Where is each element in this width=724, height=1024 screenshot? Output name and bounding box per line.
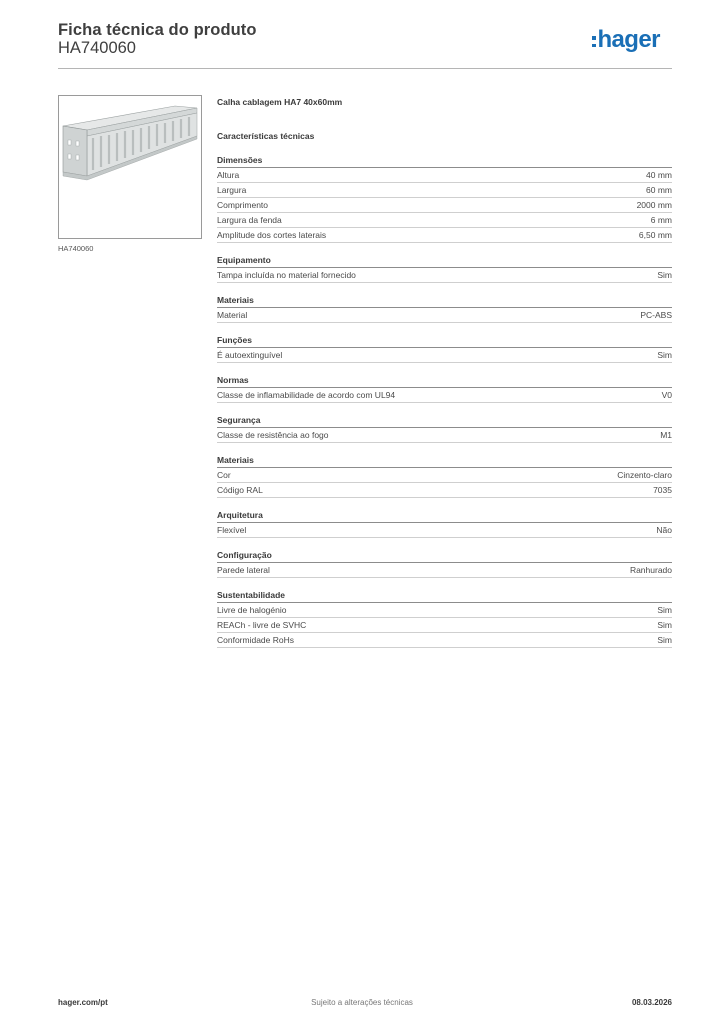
spec-label: Comprimento — [217, 200, 269, 210]
spec-row — [217, 483, 672, 498]
footer-disclaimer: Sujeito a alterações técnicas — [311, 998, 413, 1007]
spec-row — [217, 633, 672, 648]
spec-value: Sim — [657, 605, 672, 615]
spec-row — [217, 168, 672, 183]
spec-group-title: Dimensões — [217, 153, 672, 168]
product-image-caption: HA740060 — [58, 244, 94, 253]
spec-group-title: Funções — [217, 333, 672, 348]
specs-heading: Características técnicas — [217, 131, 315, 141]
spec-group — [217, 548, 672, 578]
header-divider — [58, 68, 672, 69]
spec-row — [217, 198, 672, 213]
technical-specs — [217, 153, 672, 658]
spec-value: Sim — [657, 620, 672, 630]
spec-group-title: Arquitetura — [217, 508, 672, 523]
spec-group — [217, 588, 672, 648]
spec-group — [217, 253, 672, 283]
spec-row — [217, 618, 672, 633]
spec-row — [217, 348, 672, 363]
spec-label: Livre de halogénio — [217, 605, 287, 615]
spec-label: REACh - livre de SVHC — [217, 620, 307, 630]
spec-value: V0 — [661, 390, 672, 400]
spec-label: É autoextinguível — [217, 350, 283, 360]
spec-row — [217, 523, 672, 538]
spec-group-title: Configuração — [217, 548, 672, 563]
spec-label: Altura — [217, 170, 240, 180]
spec-value: 60 mm — [646, 185, 672, 195]
spec-value: PC-ABS — [640, 310, 672, 320]
spec-value: Sim — [657, 350, 672, 360]
spec-value: M1 — [660, 430, 672, 440]
cable-trunking-illustration-icon — [59, 96, 201, 238]
spec-group — [217, 373, 672, 403]
spec-value: 6 mm — [650, 215, 672, 225]
spec-label: Largura — [217, 185, 247, 195]
spec-label: Tampa incluída no material fornecido — [217, 270, 356, 280]
footer-date: 08.03.2026 — [631, 998, 672, 1007]
spec-row — [217, 388, 672, 403]
spec-row — [217, 268, 672, 283]
page-title: Ficha técnica do produto — [58, 21, 257, 39]
spec-row — [217, 213, 672, 228]
spec-row — [217, 428, 672, 443]
spec-group-title: Equipamento — [217, 253, 672, 268]
spec-label: Cor — [217, 470, 231, 480]
spec-value: Cinzento-claro — [617, 470, 672, 480]
spec-group-title: Materiais — [217, 453, 672, 468]
spec-label: Largura da fenda — [217, 215, 282, 225]
spec-group-title: Normas — [217, 373, 672, 388]
spec-label: Parede lateral — [217, 565, 270, 575]
spec-value: Não — [656, 525, 672, 535]
spec-label: Amplitude dos cortes laterais — [217, 230, 327, 240]
spec-group — [217, 153, 672, 243]
spec-label: Código RAL — [217, 485, 263, 495]
spec-value: 40 mm — [646, 170, 672, 180]
spec-row — [217, 468, 672, 483]
spec-row — [217, 183, 672, 198]
hager-logo — [592, 28, 660, 52]
spec-row — [217, 603, 672, 618]
spec-value: 2000 mm — [636, 200, 672, 210]
spec-label: Conformidade RoHs — [217, 635, 295, 645]
spec-label: Flexível — [217, 525, 247, 535]
spec-row — [217, 563, 672, 578]
product-code: HA740060 — [58, 39, 136, 57]
spec-group-title: Materiais — [217, 293, 672, 308]
footer-website: hager.com/pt — [58, 998, 108, 1007]
spec-group — [217, 333, 672, 363]
spec-label: Material — [217, 310, 248, 320]
spec-value: 6,50 mm — [638, 230, 672, 240]
product-name: Calha cablagem HA7 40x60mm — [217, 97, 343, 107]
product-image — [58, 95, 202, 239]
spec-group-title: Segurança — [217, 413, 672, 428]
spec-value: Sim — [657, 270, 672, 280]
spec-row — [217, 308, 672, 323]
spec-value: Ranhurado — [629, 565, 672, 575]
spec-group — [217, 453, 672, 498]
spec-group — [217, 508, 672, 538]
spec-value: 7035 — [653, 485, 672, 495]
spec-group — [217, 293, 672, 323]
spec-group — [217, 413, 672, 443]
logo-wordmark: hager — [597, 26, 660, 53]
logo-dots-icon — [592, 36, 596, 47]
spec-row — [217, 228, 672, 243]
spec-group-title: Sustentabilidade — [217, 588, 672, 603]
spec-label: Classe de resistência ao fogo — [217, 430, 329, 440]
spec-value: Sim — [657, 635, 672, 645]
spec-label: Classe de inflamabilidade de acordo com UL94 — [217, 390, 396, 400]
